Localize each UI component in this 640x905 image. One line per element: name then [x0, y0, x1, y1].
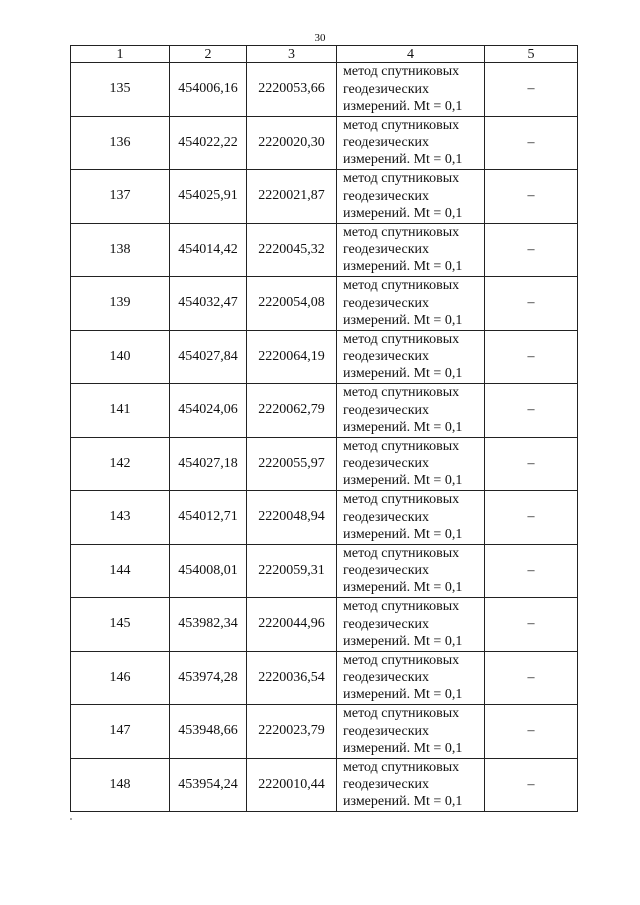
header-col-5: 5 [485, 46, 578, 63]
column-5-cell: – [485, 384, 578, 438]
x-coordinate-cell: 454032,47 [170, 277, 247, 331]
y-coordinate-cell: 2220045,32 [247, 223, 337, 277]
point-number-cell: 148 [71, 758, 170, 812]
method-cell [337, 758, 485, 812]
header-col-1: 1 [71, 46, 170, 63]
column-5-cell: – [485, 437, 578, 491]
column-5-cell: – [485, 705, 578, 759]
point-number-cell: 137 [71, 170, 170, 224]
method-cell [337, 384, 485, 438]
method-cell [337, 491, 485, 545]
method-text-line: геодезических [343, 188, 430, 204]
point-number-cell: 135 [71, 63, 170, 117]
x-coordinate-cell: 454014,42 [170, 223, 247, 277]
method-text-line: геодезических [343, 670, 430, 686]
method-cell [337, 437, 485, 491]
method-text-line: геодезических [343, 402, 430, 418]
method-text-line: измерений. Mt = 0,1 [343, 366, 463, 382]
method-cell [337, 330, 485, 384]
method-text-line: измерений. Mt = 0,1 [343, 312, 463, 328]
y-coordinate-cell: 2220023,79 [247, 705, 337, 759]
method-text-line: измерений. Mt = 0,1 [343, 419, 463, 435]
method-text-line: геодезических [343, 616, 430, 632]
method-text-line: геодезических [343, 81, 430, 97]
table-row [71, 491, 578, 545]
table-row [71, 330, 578, 384]
method-text-line: метод спутниковых [343, 599, 460, 615]
method-text-line: метод спутниковых [343, 171, 460, 187]
y-coordinate-cell: 2220064,19 [247, 330, 337, 384]
y-coordinate-cell: 2220053,66 [247, 63, 337, 117]
point-number-cell: 144 [71, 544, 170, 598]
table-row [71, 63, 578, 117]
method-cell [337, 705, 485, 759]
column-5-cell: – [485, 598, 578, 652]
method-cell [337, 598, 485, 652]
column-5-cell: – [485, 491, 578, 545]
x-coordinate-cell: 454025,91 [170, 170, 247, 224]
method-text-line: геодезических [343, 456, 430, 472]
column-5-cell: – [485, 758, 578, 812]
column-5-cell: – [485, 277, 578, 331]
x-coordinate-cell: 453948,66 [170, 705, 247, 759]
method-text-line: измерений. Mt = 0,1 [343, 152, 463, 168]
x-coordinate-cell: 454027,18 [170, 437, 247, 491]
method-text-line: измерений. Mt = 0,1 [343, 740, 463, 756]
x-coordinate-cell: 453974,28 [170, 651, 247, 705]
method-cell [337, 651, 485, 705]
table-row [71, 705, 578, 759]
x-coordinate-cell: 454027,84 [170, 330, 247, 384]
method-text-line: метод спутниковых [343, 652, 460, 668]
table-header-row [71, 46, 578, 63]
method-cell [337, 223, 485, 277]
column-5-cell: – [485, 170, 578, 224]
method-text-line: измерений. Mt = 0,1 [343, 526, 463, 542]
table-row [71, 223, 578, 277]
method-text-line: измерений. Mt = 0,1 [343, 473, 463, 489]
table-row [71, 437, 578, 491]
y-coordinate-cell: 2220048,94 [247, 491, 337, 545]
point-number-cell: 141 [71, 384, 170, 438]
method-text-line: геодезических [343, 723, 430, 739]
table-row [71, 758, 578, 812]
method-cell [337, 170, 485, 224]
point-number-cell: 139 [71, 277, 170, 331]
table-row [71, 116, 578, 170]
method-text-line: метод спутниковых [343, 438, 460, 454]
method-text-line: геодезических [343, 135, 430, 151]
point-number-cell: 138 [71, 223, 170, 277]
method-text-line: метод спутниковых [343, 759, 460, 775]
method-text-line: измерений. Mt = 0,1 [343, 205, 463, 221]
table-row [71, 384, 578, 438]
method-text-line: измерений. Mt = 0,1 [343, 98, 463, 114]
column-5-cell: – [485, 116, 578, 170]
x-coordinate-cell: 454022,22 [170, 116, 247, 170]
method-cell [337, 544, 485, 598]
y-coordinate-cell: 2220020,30 [247, 116, 337, 170]
column-5-cell: – [485, 651, 578, 705]
method-cell [337, 116, 485, 170]
coordinates-table [70, 45, 578, 812]
method-text-line: геодезических [343, 777, 430, 793]
method-text-line: метод спутниковых [343, 224, 460, 240]
point-number-cell: 140 [71, 330, 170, 384]
y-coordinate-cell: 2220021,87 [247, 170, 337, 224]
header-col-4: 4 [337, 46, 485, 63]
method-text-line: геодезических [343, 242, 430, 258]
table-row [71, 651, 578, 705]
point-number-cell: 142 [71, 437, 170, 491]
column-5-cell: – [485, 544, 578, 598]
method-text-line: метод спутниковых [343, 385, 460, 401]
method-text-line: метод спутниковых [343, 278, 460, 294]
method-text-line: геодезических [343, 349, 430, 365]
method-text-line: геодезических [343, 563, 430, 579]
header-col-3: 3 [247, 46, 337, 63]
y-coordinate-cell: 2220059,31 [247, 544, 337, 598]
method-cell [337, 63, 485, 117]
column-5-cell: – [485, 330, 578, 384]
y-coordinate-cell: 2220036,54 [247, 651, 337, 705]
x-coordinate-cell: 454008,01 [170, 544, 247, 598]
x-coordinate-cell: 453982,34 [170, 598, 247, 652]
table-row [71, 598, 578, 652]
table-row [71, 277, 578, 331]
method-text-line: метод спутниковых [343, 545, 460, 561]
point-number-cell: 136 [71, 116, 170, 170]
y-coordinate-cell: 2220062,79 [247, 384, 337, 438]
method-text-line: геодезических [343, 295, 430, 311]
method-text-line: метод спутниковых [343, 331, 460, 347]
point-number-cell: 146 [71, 651, 170, 705]
method-text-line: измерений. Mt = 0,1 [343, 687, 463, 703]
x-coordinate-cell: 454024,06 [170, 384, 247, 438]
method-text-line: метод спутниковых [343, 117, 460, 133]
column-5-cell: – [485, 63, 578, 117]
point-number-cell: 145 [71, 598, 170, 652]
method-cell [337, 277, 485, 331]
method-text-line: метод спутниковых [343, 492, 460, 508]
method-text-line: измерений. Mt = 0,1 [343, 580, 463, 596]
method-text-line: геодезических [343, 509, 430, 525]
table-row [71, 170, 578, 224]
method-text-line: измерений. Mt = 0,1 [343, 259, 463, 275]
header-col-2: 2 [170, 46, 247, 63]
y-coordinate-cell: 2220010,44 [247, 758, 337, 812]
point-number-cell: 147 [71, 705, 170, 759]
method-text-line: метод спутниковых [343, 706, 460, 722]
y-coordinate-cell: 2220055,97 [247, 437, 337, 491]
method-text-line: метод спутниковых [343, 64, 460, 80]
x-coordinate-cell: 454006,16 [170, 63, 247, 117]
method-text-line: измерений. Mt = 0,1 [343, 794, 463, 810]
y-coordinate-cell: 2220054,08 [247, 277, 337, 331]
x-coordinate-cell: 454012,71 [170, 491, 247, 545]
method-text-line: измерений. Mt = 0,1 [343, 633, 463, 649]
page-number: 30 [314, 32, 326, 44]
scan-speck [70, 818, 72, 820]
y-coordinate-cell: 2220044,96 [247, 598, 337, 652]
table-body [71, 63, 578, 812]
x-coordinate-cell: 453954,24 [170, 758, 247, 812]
table-row [71, 544, 578, 598]
column-5-cell: – [485, 223, 578, 277]
point-number-cell: 143 [71, 491, 170, 545]
